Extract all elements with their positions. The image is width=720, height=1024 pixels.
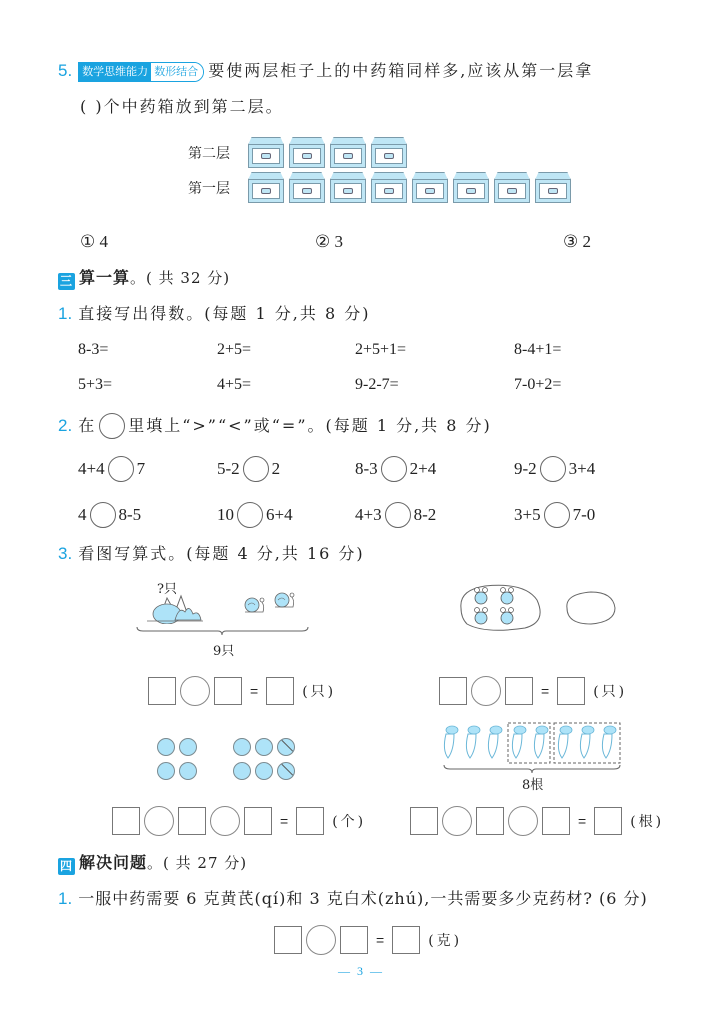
expr: 5+3=: [78, 376, 113, 393]
drawer-icon: [289, 137, 325, 168]
badge-primary: 数学思维能力: [79, 63, 151, 81]
dot-icon: [255, 738, 273, 756]
drawer-row-second: [188, 137, 576, 168]
answer-circle[interactable]: [108, 456, 134, 482]
answer-box[interactable]: [392, 926, 420, 954]
drawer-icon: [248, 172, 284, 203]
snail-picture: [135, 578, 310, 658]
unit-label: (只): [593, 684, 628, 700]
answer-circle[interactable]: [381, 456, 407, 482]
carrot-picture: [440, 720, 625, 795]
row-label: 第一层: [188, 180, 230, 197]
unit-label: (个): [332, 814, 367, 830]
drawer-icon: [330, 137, 366, 168]
answer-box[interactable]: [266, 677, 294, 705]
expr: 7-0+2=: [514, 376, 562, 393]
answer-box[interactable]: [557, 677, 585, 705]
answer-box[interactable]: [476, 807, 504, 835]
expr: 9-2-7=: [355, 376, 399, 393]
equation-row-2: = (只): [437, 676, 627, 706]
answer-box[interactable]: [505, 677, 533, 705]
answer-circle[interactable]: [540, 456, 566, 482]
snail-icon: [243, 595, 267, 615]
drawer-row-first: [188, 172, 576, 203]
operator-circle[interactable]: [180, 676, 210, 706]
expr: 2+5=: [217, 341, 252, 358]
q5-number: 5.: [58, 61, 73, 80]
brace-icon: [440, 764, 625, 774]
expr: 2+5+1=: [355, 341, 407, 358]
dots-group-1: [155, 737, 203, 785]
answer-circle[interactable]: [243, 456, 269, 482]
compare-item: 4+3 8-2: [355, 502, 436, 528]
answer-box[interactable]: [244, 807, 272, 835]
q5-text: 要使两层柜子上的中药箱同样多,应该从第一层拿: [208, 61, 594, 80]
section-subtitle: 。( 共 32 分): [130, 269, 231, 287]
answer-box[interactable]: [112, 807, 140, 835]
drawer-icon: [330, 172, 366, 203]
section-3-header: [58, 265, 230, 290]
drawer-icon: [371, 172, 407, 203]
drawer-figure: [188, 137, 576, 203]
dot-icon: [157, 762, 175, 780]
compare-item: 4+4 7: [78, 456, 145, 482]
compare-item: 9-2 3+4: [514, 456, 595, 482]
drawer-icon: [371, 137, 407, 168]
snail-icon: [273, 590, 297, 610]
grass-icon: [145, 592, 205, 624]
frogs-icon: [455, 578, 625, 638]
crossed-dot-icon: [277, 738, 295, 756]
page-number: — 3 —: [338, 964, 384, 978]
answer-circle[interactable]: [544, 502, 570, 528]
crossed-dot-icon: [277, 762, 295, 780]
answer-box[interactable]: [340, 926, 368, 954]
operator-circle[interactable]: [144, 806, 174, 836]
operator-circle[interactable]: [471, 676, 501, 706]
answer-box[interactable]: [439, 677, 467, 705]
row-label: 第二层: [188, 145, 230, 162]
operator-circle[interactable]: [306, 925, 336, 955]
badge-secondary: 数形结合: [151, 63, 203, 81]
q5-line2: ( )个中药箱放到第二层。: [80, 97, 284, 116]
total-label: 8根: [522, 778, 544, 793]
question-label: ?只: [157, 582, 177, 597]
answer-circle[interactable]: [90, 502, 116, 528]
compare-item: 10 6+4: [217, 502, 293, 528]
dot-icon: [233, 738, 251, 756]
drawer-icon: [248, 137, 284, 168]
equation-row-1: = (只): [146, 676, 336, 706]
drawer-icon: [453, 172, 489, 203]
drawer-icon: [494, 172, 530, 203]
dot-icon: [233, 762, 251, 780]
brace-icon: [135, 626, 310, 636]
compare-item: 8-3 2+4: [355, 456, 436, 482]
section-badge: 三: [59, 274, 73, 288]
carrots-icon: [440, 720, 625, 770]
option-1[interactable]: ① 4: [80, 232, 108, 251]
equation-row-4: = (根): [408, 806, 664, 836]
dot-icon: [179, 762, 197, 780]
dot-icon: [179, 738, 197, 756]
section-badge: 四: [59, 859, 73, 873]
s3-q2-heading: 2. 在 里填上“>”“<”或“=”。(每题 1 分,共 8 分): [58, 413, 492, 439]
answer-box[interactable]: [594, 807, 622, 835]
dots-group-2: [231, 737, 301, 785]
dot-icon: [255, 762, 273, 780]
drawer-icon: [289, 172, 325, 203]
compare-item: 3+5 7-0: [514, 502, 595, 528]
section-title: 算一算: [79, 268, 131, 287]
answer-box[interactable]: [214, 677, 242, 705]
q5-badge: [78, 62, 204, 82]
s4-q1-heading: 1. 一服中药需要 6 克黄芪(qí)和 3 克白术(zhú),一共需要多少克药材? (6 分): [58, 889, 648, 908]
compare-item: 5-2 2: [217, 456, 280, 482]
answer-box[interactable]: [296, 807, 324, 835]
s3-q3-heading: 3. 看图写算式。(每题 4 分,共 16 分): [58, 544, 365, 563]
expr: 8-4+1=: [514, 341, 562, 358]
frog-picture: [455, 578, 625, 648]
unit-label: (根): [630, 814, 665, 830]
option-2[interactable]: ② 3: [315, 232, 343, 251]
expr: 8-3=: [78, 341, 109, 358]
operator-circle[interactable]: [508, 806, 538, 836]
circle-icon: [99, 413, 125, 439]
operator-circle[interactable]: [442, 806, 472, 836]
equation-row-s4: = (克): [272, 925, 462, 955]
equation-row-3: = (个): [110, 806, 366, 836]
answer-circle[interactable]: [385, 502, 411, 528]
section-subtitle: 。( 共 27 分): [147, 854, 248, 872]
answer-box[interactable]: [148, 677, 176, 705]
q5-line1: [58, 60, 593, 82]
total-label: 9只: [213, 644, 235, 659]
operator-circle[interactable]: [210, 806, 240, 836]
answer-box[interactable]: [178, 807, 206, 835]
unit-label: (只): [302, 684, 337, 700]
s3-q1-heading: 1. 直接写出得数。(每题 1 分,共 8 分): [58, 304, 371, 323]
drawer-icon: [535, 172, 571, 203]
section-4-header: [58, 850, 247, 875]
answer-box[interactable]: [274, 926, 302, 954]
section-title: 解决问题: [79, 853, 148, 872]
answer-box[interactable]: [410, 807, 438, 835]
compare-item: 4 8-5: [78, 502, 141, 528]
option-3[interactable]: ③ 2: [563, 232, 591, 251]
answer-circle[interactable]: [237, 502, 263, 528]
drawer-icon: [412, 172, 448, 203]
unit-label: (克): [428, 933, 463, 949]
answer-box[interactable]: [542, 807, 570, 835]
expr: 4+5=: [217, 376, 252, 393]
dot-icon: [157, 738, 175, 756]
